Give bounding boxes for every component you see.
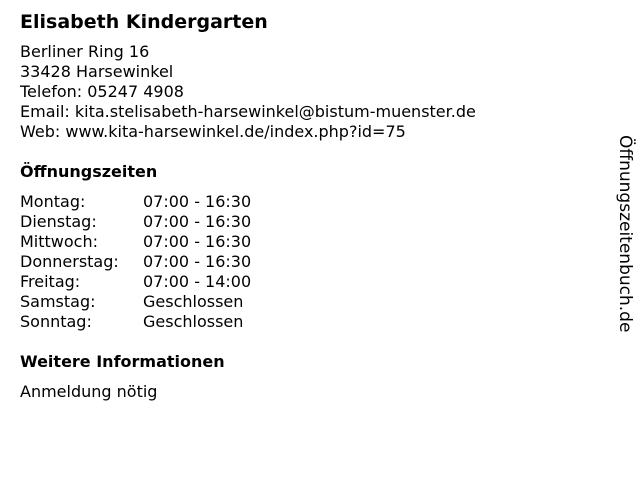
hours-day: Montag:: [20, 192, 86, 211]
phone-number: Telefon: 05247 4908: [20, 82, 184, 101]
hours-time: Geschlossen: [143, 312, 244, 331]
website-url: Web: www.kita-harsewinkel.de/index.php?id=75: [20, 122, 406, 141]
address-street: Berliner Ring 16: [20, 42, 150, 61]
brand-watermark: Öffnungszeitenbuch.de: [615, 135, 635, 333]
hours-row-saturday: [20, 292, 600, 312]
hours-time: 07:00 - 16:30: [143, 232, 252, 251]
hours-time: 07:00 - 14:00: [143, 272, 252, 291]
hours-row-tuesday: [20, 212, 600, 232]
hours-time: 07:00 - 16:30: [143, 252, 252, 271]
opening-hours-heading: Öffnungszeiten: [20, 162, 158, 181]
more-info-text: Anmeldung nötig: [20, 382, 158, 401]
more-info-heading: Weitere Informationen: [20, 352, 225, 371]
hours-day: Mittwoch:: [20, 232, 98, 251]
hours-day: Dienstag:: [20, 212, 97, 231]
hours-time: Geschlossen: [143, 292, 244, 311]
hours-time: 07:00 - 16:30: [143, 212, 252, 231]
contact-block: [20, 42, 600, 142]
hours-day: Freitag:: [20, 272, 81, 291]
hours-time: 07:00 - 16:30: [143, 192, 252, 211]
hours-day: Sonntag:: [20, 312, 92, 331]
hours-day: Donnerstag:: [20, 252, 119, 271]
hours-row-thursday: [20, 252, 600, 272]
hours-row-sunday: [20, 312, 600, 332]
hours-row-friday: [20, 272, 600, 292]
business-card: [20, 10, 600, 402]
hours-day: Samstag:: [20, 292, 96, 311]
email-address: Email: kita.stelisabeth-harsewinkel@bistum-muenster.de: [20, 102, 476, 121]
opening-hours-table: [20, 192, 600, 332]
hours-row-monday: [20, 192, 600, 212]
business-name: Elisabeth Kindergarten: [20, 11, 268, 33]
address-city: 33428 Harsewinkel: [20, 62, 174, 81]
hours-row-wednesday: [20, 232, 600, 252]
